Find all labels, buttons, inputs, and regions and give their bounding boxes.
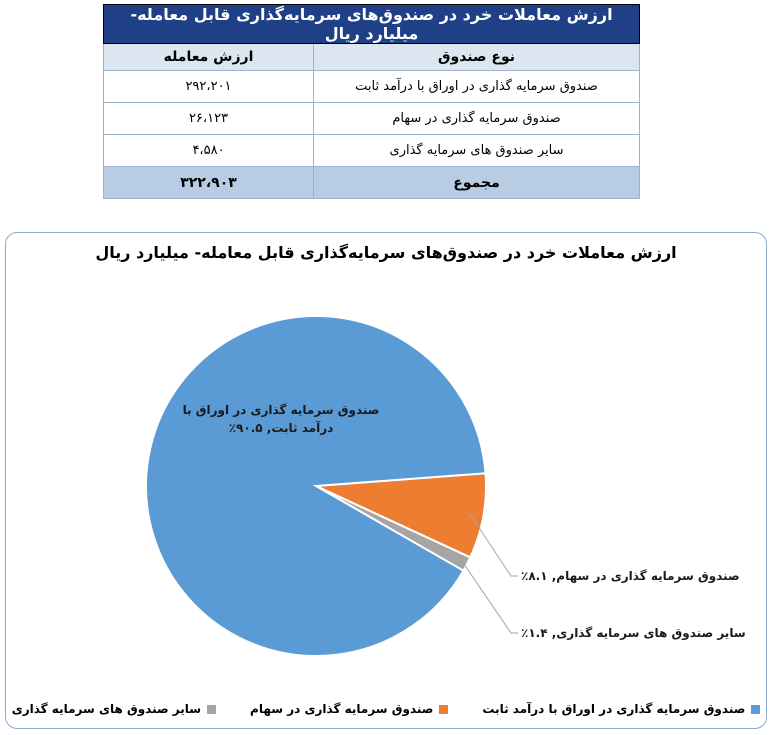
data-label-2: سایر صندوق های سرمایه گذاری, ۱.۴٪: [521, 626, 746, 640]
total-label: مجموع: [314, 167, 640, 199]
trade-value-cell: ۴،۵۸۰: [104, 135, 314, 167]
fund-type-cell: صندوق سرمایه گذاری در اوراق با درآمد ثابت: [314, 71, 640, 103]
data-label-1: صندوق سرمایه گذاری در سهام, ۸.۱٪: [521, 569, 740, 583]
legend-swatch-2: [207, 705, 216, 714]
pie-chart-panel: [5, 232, 767, 729]
chart-legend: [6, 702, 766, 716]
pie-chart: [6, 233, 768, 730]
trade-value-cell: ۲۶،۱۲۳: [104, 103, 314, 135]
table-row: [104, 135, 640, 167]
legend-item: [250, 702, 448, 716]
legend-label: سایر صندوق های سرمایه گذاری: [11, 702, 202, 716]
legend-label: صندوق سرمایه گذاری در اوراق با درآمد ثابت: [482, 702, 746, 716]
chart-title: ارزش معاملات خرد در صندوق‌های سرمایه‌گذاری قابل معامله- میلیارد ریال: [95, 243, 677, 262]
header-trade-value: ارزش معامله: [104, 44, 314, 71]
data-label-0: صندوق سرمایه گذاری در اوراق با: [182, 403, 380, 417]
table-row: [104, 71, 640, 103]
legend-swatch-0: [751, 705, 760, 714]
table-title: ارزش معاملات خرد در صندوق‌های سرمایه‌گذاری قابل معامله- میلیارد ریال: [104, 5, 640, 44]
fund-type-cell: صندوق سرمایه گذاری در سهام: [314, 103, 640, 135]
fund-type-cell: سایر صندوق های سرمایه گذاری: [314, 135, 640, 167]
total-value: ۳۲۲،۹۰۳: [104, 167, 314, 199]
legend-item: [482, 702, 760, 716]
legend-item: [12, 702, 216, 716]
legend-swatch-1: [439, 705, 448, 714]
header-fund-type: نوع صندوق: [314, 44, 640, 71]
leader-line-2: [462, 562, 518, 633]
table-total-row: [104, 167, 640, 199]
table-row: [104, 103, 640, 135]
legend-label: صندوق سرمایه گذاری در سهام: [250, 702, 434, 716]
trade-value-cell: ۲۹۲،۲۰۱: [104, 71, 314, 103]
data-label-0-line2: درآمد ثابت, ۹۰.۵٪: [228, 421, 334, 435]
summary-table: [103, 4, 640, 199]
